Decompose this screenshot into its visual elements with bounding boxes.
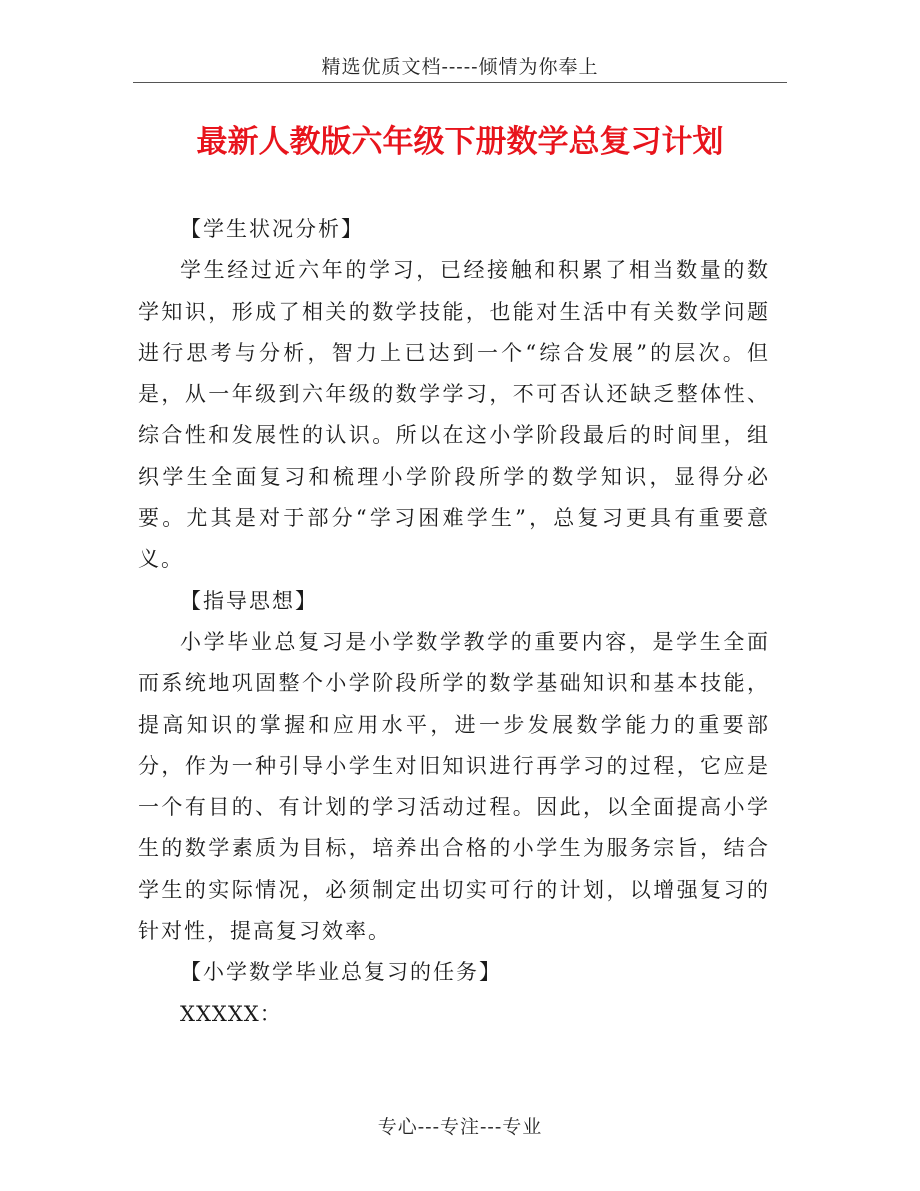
page-header: 精选优质文档-----倾情为你奉上 (321, 56, 599, 78)
document-body (138, 209, 770, 1035)
header-divider (133, 82, 787, 83)
paragraph-student-analysis: 学生经过近六年的学习，已经接触和积累了相当数量的数学知识，形成了相关的数学技能，也能对生活中有关数学问题进行思考与分析，智力上已达到一个“综合发展”的层次。但是，从一年级到六年级的数学学习，不可否认还缺乏整体性、综合性和发展性的认识。所以在这小学阶段最后的时间里，组织学生全面复习和梳理小学阶段所学的数学知识，显得分必要。尤其是对于部分“学习困难学生”，总复习更具有重要意义。 (138, 258, 770, 572)
task-label: XXXXX： (180, 1001, 282, 1026)
section-heading-student-analysis: 【学生状况分析】 (180, 217, 364, 241)
paragraph-guiding-ideology: 小学毕业总复习是小学数学教学的重要内容，是学生全面而系统地巩固整个小学阶段所学的数学基础知识和基本技能，提高知识的掌握和应用水平，进一步发展数学能力的重要部分，作为一种引导小学生对旧知识进行再学习的过程，它应是一个有目的、有计划的学习活动过程。因此，以全面提高小学生的数学素质为目标，培养出合格的小学生为服务宗旨，结合学生的实际情况，必须制定出切实可行的计划，以增强复习的针对性，提高复习效率。 (138, 629, 770, 944)
document-title: 最新人教版六年级下册数学总复习计划 (196, 124, 724, 160)
page-footer: 专心---专注---专业 (377, 1116, 543, 1138)
section-heading-guiding-ideology: 【指导思想】 (180, 588, 318, 613)
section-heading-review-tasks: 【小学数学毕业总复习的任务】 (180, 960, 502, 985)
